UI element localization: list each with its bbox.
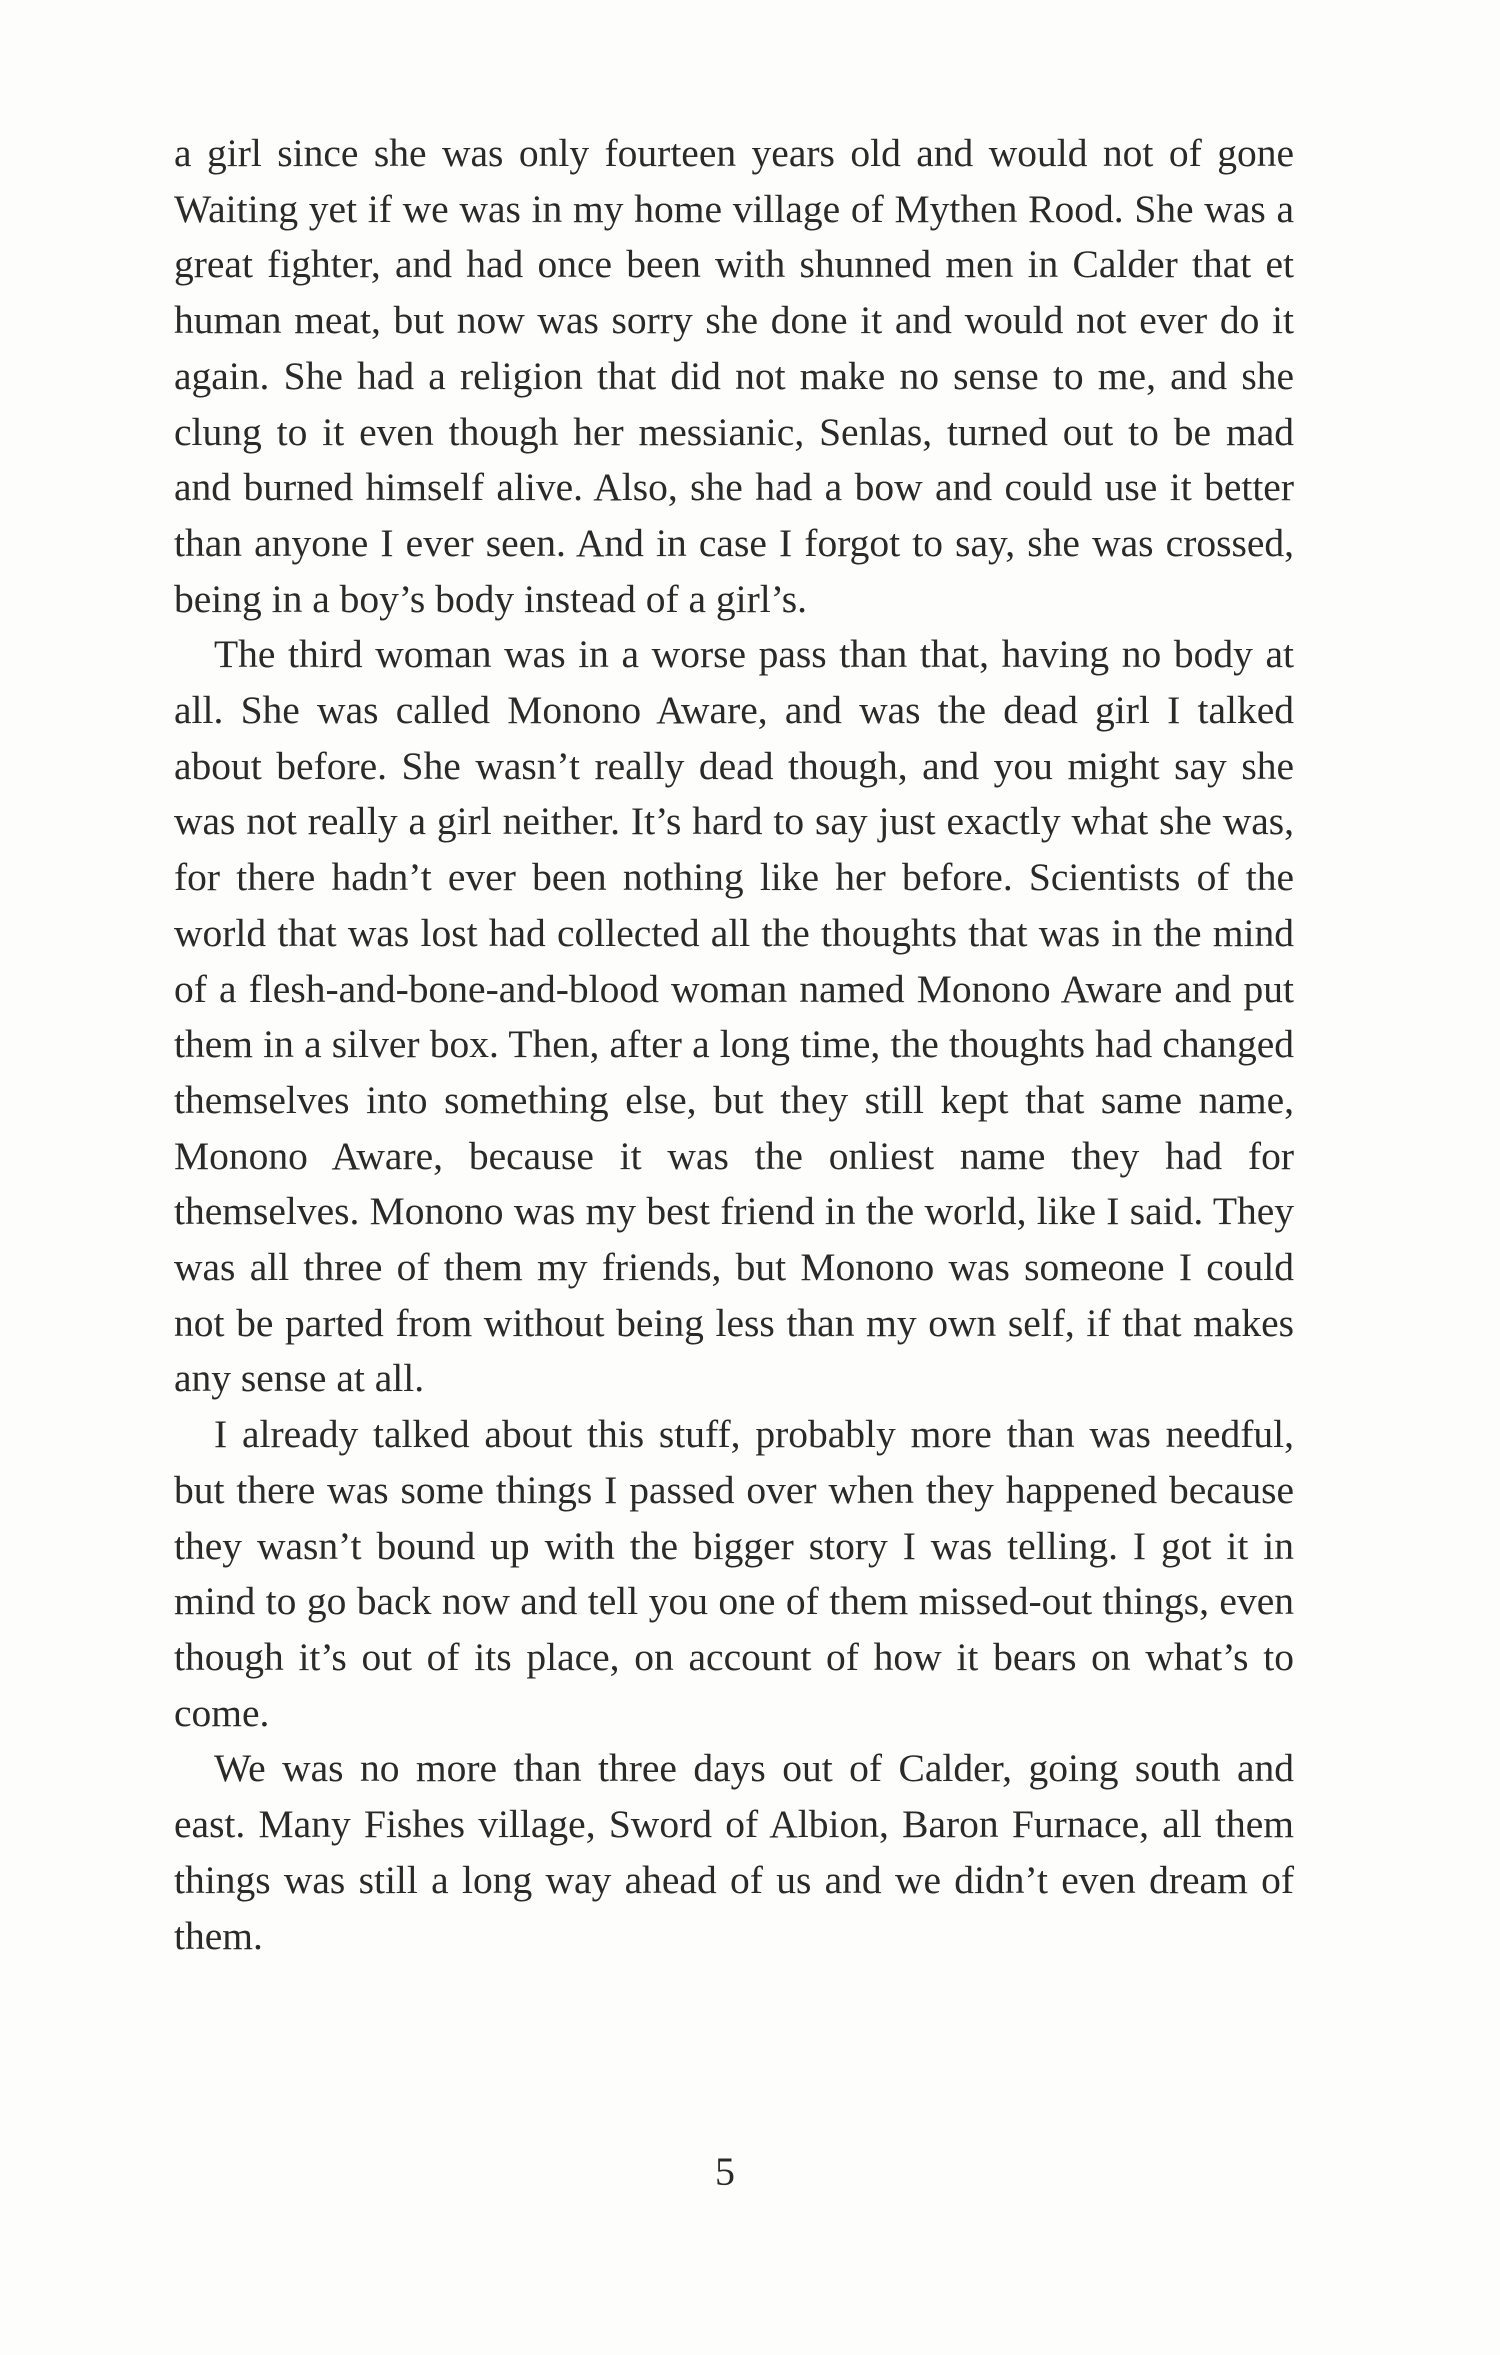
paragraph-1: a girl since she was only fourteen years old and would not of gone Waiting yet if we was in my home village of Mythen Rood. She was a great fighter, and had once been with shunned men in Calder that et human meat, but now was sorry she done it and would not ever do it again. She had a religion that did not make no sense to me, and she clung to it even though her messianic, Senlas, turned out to be mad and burned himself alive. Also, she had a bow and could use it better than anyone I ever seen. And in case I forgot to say, she was crossed, being in a boy’s body instead of a girl’s.	[174, 131, 1294, 621]
body-text	[174, 126, 1294, 1964]
paragraph-2: The third woman was in a worse pass than that, having no body at all. She was called Monono Aware, and was the dead girl I talked about before. She wasn’t really dead though, and you might say she was not really a girl neither. It’s hard to say just exactly what she was, for there hadn’t ever been nothing like her before. Scientists of the world that was lost had collected all the thoughts that was in the mind of a flesh-and-bone-and-blood woman named Monono Aware and put them in a silver box. Then, after a long time, the thoughts had changed themselves into something else, but they still kept that same name, Monono Aware, because it was the onliest name they had for themselves. Monono was my best friend in the world, like I said. They was all three of them my friends, but Monono was someone I could not be parted from without being less than my own self, if that makes any sense at all.	[174, 632, 1294, 1401]
paragraph-4: We was no more than three days out of Calder, going south and east. Many Fishes village, Sword of Albion, Baron Furnace, all them things was still a long way ahead of us and we didn’t even dream of them.	[174, 1746, 1294, 1958]
page-number: 5	[715, 2149, 735, 2194]
paragraph-3: I already talked about this stuff, probably more than was needful, but there was some things I passed over when they happened because they wasn’t bound up with the bigger story I was telling. I got it in mind to go back now and tell you one of them missed-out things, even though it’s out of its place, on account of how it bears on what’s to come.	[174, 1412, 1294, 1735]
